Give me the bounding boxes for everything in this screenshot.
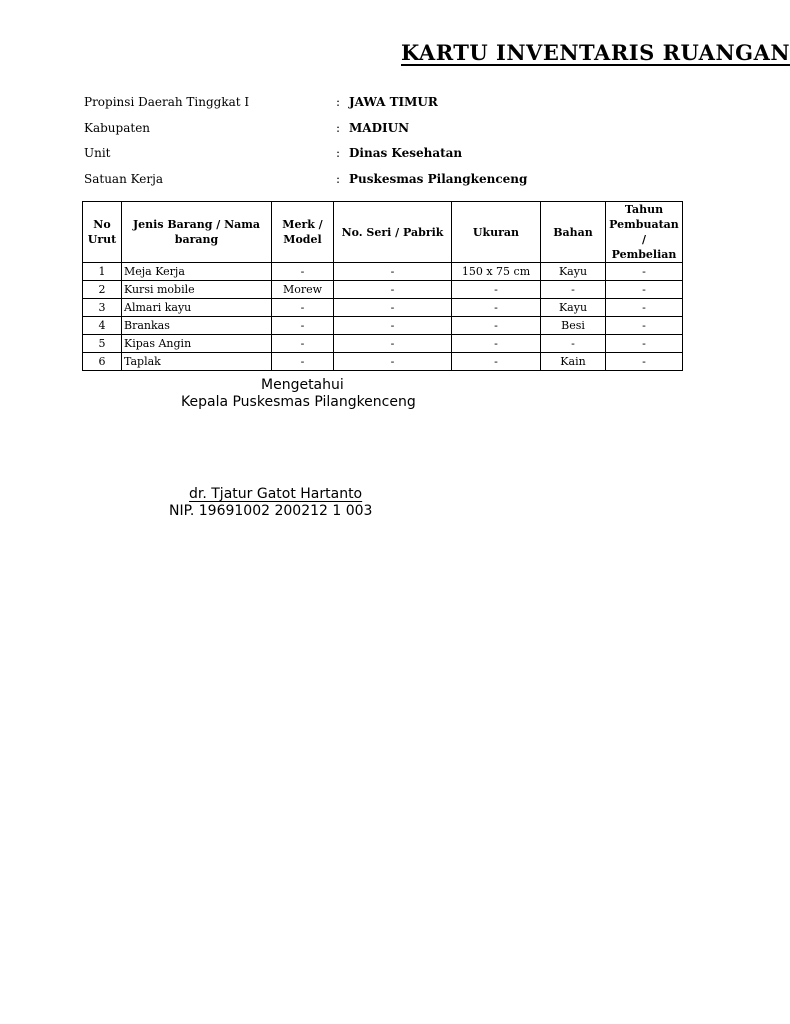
cell-tahun: - bbox=[606, 263, 683, 281]
cell-merk: - bbox=[272, 353, 334, 371]
cell-merk: Morew bbox=[272, 281, 334, 299]
cell-jenis: Brankas bbox=[122, 317, 272, 335]
cell-seri: - bbox=[334, 263, 452, 281]
cell-ukuran: - bbox=[452, 335, 541, 353]
info-colon: : bbox=[336, 146, 341, 160]
header-ukuran: Ukuran bbox=[452, 202, 541, 263]
cell-seri: - bbox=[334, 317, 452, 335]
cell-jenis: Kursi mobile bbox=[122, 281, 272, 299]
inventory-table bbox=[82, 201, 683, 371]
table-row bbox=[83, 263, 683, 281]
cell-bahan: Kayu bbox=[541, 299, 606, 317]
info-value: MADIUN bbox=[349, 121, 410, 135]
cell-seri: - bbox=[334, 281, 452, 299]
cell-tahun: - bbox=[606, 353, 683, 371]
info-value: Puskesmas Pilangkenceng bbox=[349, 172, 528, 186]
cell-no: 2 bbox=[83, 281, 122, 299]
cell-seri: - bbox=[334, 299, 452, 317]
cell-jenis: Kipas Angin bbox=[122, 335, 272, 353]
cell-jenis: Taplak bbox=[122, 353, 272, 371]
cell-jenis: Almari kayu bbox=[122, 299, 272, 317]
cell-merk: - bbox=[272, 299, 334, 317]
cell-ukuran: - bbox=[452, 281, 541, 299]
info-label: Propinsi Daerah Tinggkat I bbox=[84, 95, 250, 109]
page-title: KARTU INVENTARIS RUANGAN bbox=[401, 40, 790, 65]
cell-no: 4 bbox=[83, 317, 122, 335]
cell-seri: - bbox=[334, 353, 452, 371]
cell-merk: - bbox=[272, 317, 334, 335]
header-no-urut: No Urut bbox=[83, 202, 122, 263]
info-value: Dinas Kesehatan bbox=[349, 146, 463, 160]
cell-tahun: - bbox=[606, 335, 683, 353]
cell-bahan: Kayu bbox=[541, 263, 606, 281]
info-colon: : bbox=[336, 95, 341, 109]
header-tahun: Tahun Pembuatan / Pembelian bbox=[606, 202, 683, 263]
table-row bbox=[83, 353, 683, 371]
cell-no: 5 bbox=[83, 335, 122, 353]
signature-name: dr. Tjatur Gatot Hartanto bbox=[189, 486, 363, 502]
cell-tahun: - bbox=[606, 299, 683, 317]
cell-merk: - bbox=[272, 335, 334, 353]
table-row bbox=[83, 281, 683, 299]
info-label: Satuan Kerja bbox=[84, 172, 163, 186]
cell-tahun: - bbox=[606, 317, 683, 335]
header-merk-model: Merk / Model bbox=[272, 202, 334, 263]
cell-seri: - bbox=[334, 335, 452, 353]
cell-bahan: Besi bbox=[541, 317, 606, 335]
cell-no: 6 bbox=[83, 353, 122, 371]
info-value: JAWA TIMUR bbox=[349, 95, 438, 109]
cell-ukuran: - bbox=[452, 299, 541, 317]
header-bahan: Bahan bbox=[541, 202, 606, 263]
cell-ukuran: - bbox=[452, 317, 541, 335]
signature-nip: NIP. 19691002 200212 1 003 bbox=[169, 503, 373, 519]
info-colon: : bbox=[336, 172, 341, 186]
cell-ukuran: - bbox=[452, 353, 541, 371]
info-colon: : bbox=[336, 121, 341, 135]
signature-mengetahui: Mengetahui bbox=[261, 377, 344, 393]
cell-merk: - bbox=[272, 263, 334, 281]
cell-ukuran: 150 x 75 cm bbox=[452, 263, 541, 281]
signature-position: Kepala Puskesmas Pilangkenceng bbox=[181, 394, 416, 410]
cell-no: 1 bbox=[83, 263, 122, 281]
cell-jenis: Meja Kerja bbox=[122, 263, 272, 281]
table-row bbox=[83, 335, 683, 353]
table-row bbox=[83, 317, 683, 335]
info-label: Kabupaten bbox=[84, 121, 151, 135]
cell-bahan: - bbox=[541, 281, 606, 299]
header-jenis-barang: Jenis Barang / Nama barang bbox=[122, 202, 272, 263]
cell-bahan: Kain bbox=[541, 353, 606, 371]
table-row bbox=[83, 299, 683, 317]
cell-no: 3 bbox=[83, 299, 122, 317]
cell-bahan: - bbox=[541, 335, 606, 353]
info-label: Unit bbox=[84, 146, 111, 160]
table-header-row bbox=[83, 202, 683, 263]
header-no-seri: No. Seri / Pabrik bbox=[334, 202, 452, 263]
cell-tahun: - bbox=[606, 281, 683, 299]
